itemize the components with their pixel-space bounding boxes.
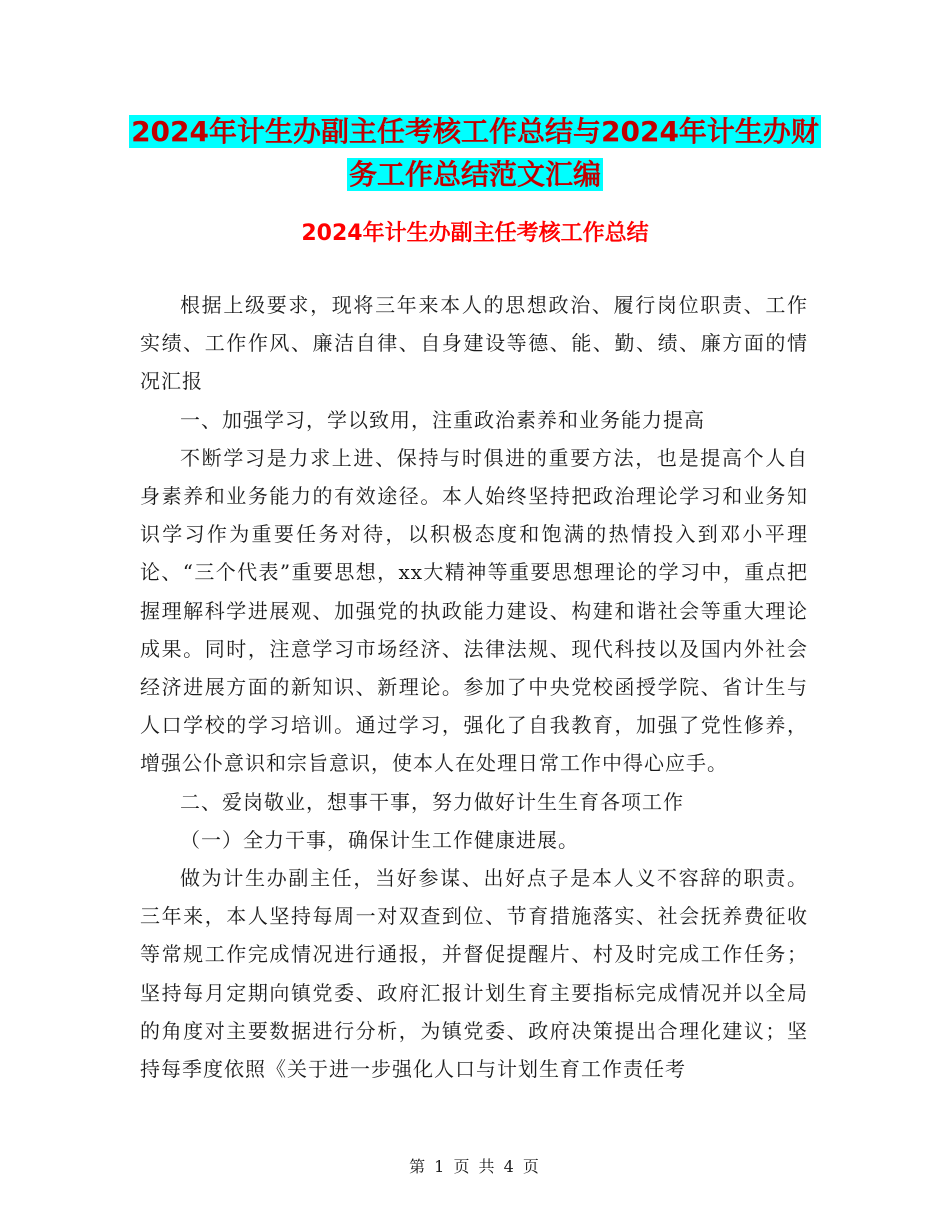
paragraph-heading: 二、爱岗敬业，想事干事，努力做好计生生育各项工作 (180, 789, 684, 814)
paragraph: 做为计生办副主任，当好参谋、出好点子是本人义不容辞的职责。三年来，本人坚持每周一对双查到位、节育措施落实、社会抚养费征收等常规工作完成情况进行通报，并督促提醒片、村及时完成工作任务；坚持每月定期向镇党委、政府汇报计划生育主要指标完成情况并以全局的角度对主要数据进行分析，为镇党委、政府决策提出合理化建议；坚持每季度依照《关于进一步强化人口与计划生育工作责任考 (140, 866, 808, 1082)
paragraph: 不断学习是力求上进、保持与时俱进的重要方法，也是提高个人自身素养和业务能力的有效途径。本人始终坚持把政治理论学习和业务知识学习作为重要任务对待，以积极态度和饱满的热情投入到邓小平理论、“三个代表”重要思想，xx大精神等重要思想理论的学习中，重点把握理解科学进展观、加强党的执政能力建设、构建和谐社会等重大理论成果。同时，注意学习市场经济、法律法规、现代科技以及国内外社会经济进展方面的新知识、新理论。参加了中央党校函授学院、省计生与人口学校的学习培训。通过学习，强化了自我教育，加强了党性修养，增强公仆意识和宗旨意识，使本人在处理日常工作中得心应手。 (140, 445, 808, 776)
section-title: 2024年计生办副主任考核工作总结 (301, 221, 649, 246)
document-title-line-2: 务工作总结范文汇编 (348, 158, 601, 191)
paragraph-subheading: （一）全力干事，确保计生工作健康进展。 (180, 827, 579, 852)
paragraph: 根据上级要求，现将三年来本人的思想政治、履行岗位职责、工作实绩、工作作风、廉洁自律、自身建设等德、能、勤、绩、廉方面的情况汇报 (140, 293, 808, 394)
page-footer: 第 1 页 共 4 页 (409, 1157, 541, 1176)
document-title-line-1: 2024年计生办副主任考核工作总结与2024年计生办财 (131, 115, 819, 148)
document-body (140, 286, 808, 1088)
paragraph-heading: 一、加强学习，学以致用，注重政治素养和业务能力提高 (180, 407, 705, 432)
